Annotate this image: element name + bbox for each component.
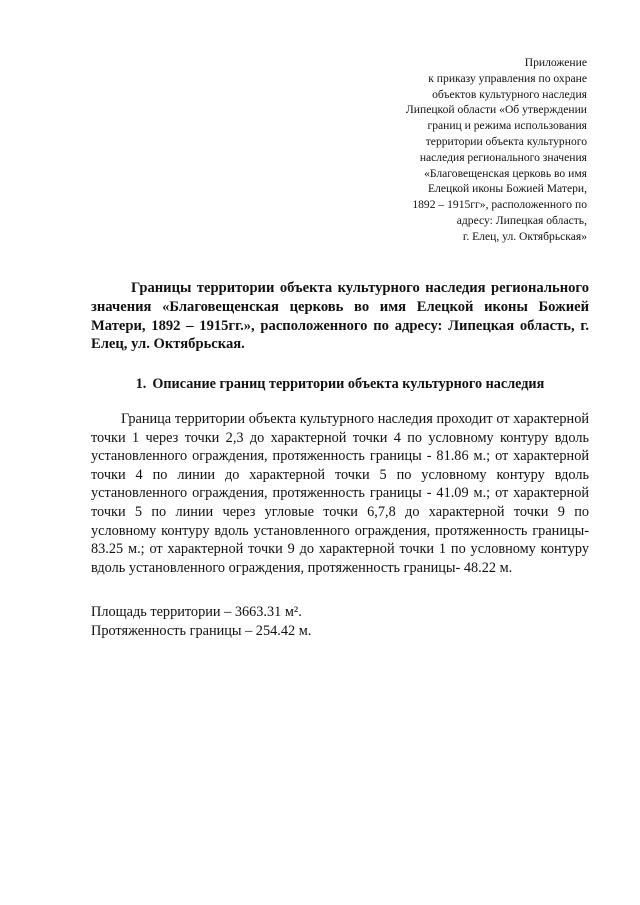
- boundary-description-paragraph: Граница территории объекта культурного наследия проходит от характерной точки 1 через точки 2,3 до характерной точки 4 по условному контуру вдоль установленного ограждения, протяженность границы - 81.86 м.; от характерной точки 4 по линии до характерной точки 5 по условному контуру вдоль установленного ограждения, протяженность границы - 41.09 м.; от характерной точки 5 по линии через угловые точки 6,7,8 до характерной точки 9 по условному контуру вдоль установленного ограждения, протяженность границы- 83.25 м.; от характерной точки 9 до характерной точки 1 по условному контуру вдоль установленного ограждения, протяженность границы- 48.22 м.: [91, 411, 589, 576]
- appendix-line: границ и режима использования: [427, 119, 587, 133]
- appendix-line: к приказу управления по охране: [428, 71, 587, 85]
- section-heading-text: Описание границ территории объекта культурного наследия: [152, 376, 545, 392]
- appendix-line: адресу: Липецкая область,: [456, 213, 587, 227]
- section-number: 1.: [135, 376, 147, 392]
- appendix-line: «Благовещенская церковь во имя: [424, 166, 587, 180]
- appendix-block: [327, 55, 587, 245]
- boundary-description: [91, 410, 589, 577]
- appendix-line: Елецкой иконы Божией Матери,: [428, 182, 587, 196]
- appendix-line: территории объекта культурного: [425, 134, 587, 148]
- area-text: Площадь территории – 3663.31 м².: [91, 604, 302, 620]
- document-title: [91, 279, 589, 354]
- summary-block: [91, 603, 589, 640]
- appendix-line: объектов культурного наследия: [432, 87, 587, 101]
- appendix-line: 1892 – 1915гг», расположенного по: [412, 198, 587, 212]
- appendix-line: г. Елец, ул. Октябрьская»: [462, 229, 587, 243]
- document-title-text: Границы территории объекта культурного наследия регионального значения «Благовещенская церковь во имя Елецкой иконы Божией Матери, 1892 – 1915гг.», расположенного по адресу: Липецкая область, г. Елец, ул. Октябрьская.: [91, 280, 589, 353]
- section-heading: [91, 375, 589, 394]
- appendix-line: Приложение: [524, 56, 587, 69]
- appendix-line: Липецкой области «Об утверждении: [405, 103, 587, 117]
- boundary-length-text: Протяженность границы – 254.42 м.: [91, 622, 312, 639]
- appendix-line: наследия регионального значения: [419, 150, 587, 164]
